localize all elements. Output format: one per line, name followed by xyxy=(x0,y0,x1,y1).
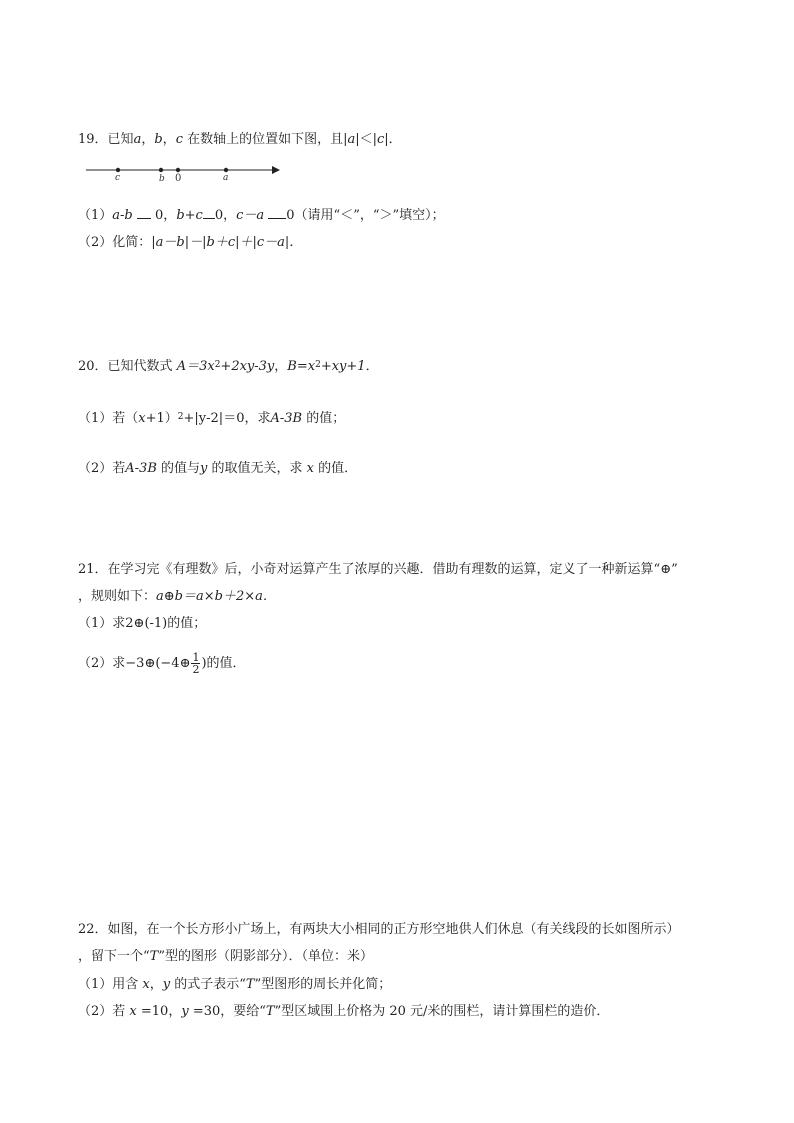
q22-stem-line1: 22．如图，在一个长方形小广场上，有两块大小相同的正方形空地供人们休息（有关线段的长如图所示） xyxy=(78,922,680,937)
q19-number: 19 xyxy=(78,132,95,147)
q22-part1: （1）用含 x，y 的式子表示“T”型图形的周长并化简； xyxy=(78,977,392,992)
q21-stem-line1: 21．在学习完《有理数》后，小奇对运算产生了浓厚的兴趣．借助有理数的运算，定义了一种新运算“⊕” xyxy=(78,562,678,577)
blank-3[interactable] xyxy=(268,206,286,219)
label-c: c xyxy=(115,173,121,183)
point-b xyxy=(159,168,163,172)
q21-part2: （2）求−3⊕(−4⊕ $\frac{1}{2}$ )的值． xyxy=(78,651,246,676)
fraction-one-half: $\frac{1}{2}$ xyxy=(192,651,200,676)
q22-stem-line2: ，留下一个“T”型的图形（阴影部分）．（单位：米） xyxy=(78,949,373,964)
q22-number: 22 xyxy=(78,922,95,937)
q20-part2: （2）若A-3B 的值与y 的取值无关，求 x 的值． xyxy=(78,461,358,476)
q19-number-line xyxy=(82,160,292,184)
point-zero xyxy=(176,168,180,172)
q19-part1: （1）a-b 0，b+c 0，c－a 0（请用“＜”，“＞”填空）； xyxy=(78,208,445,223)
q20-stem: 20．已知代数式 $A=3x^2+2xy-3y$，$B=x^2+xy+1$． xyxy=(78,359,379,374)
blank-2[interactable] xyxy=(203,206,215,219)
q21-part1: （1）求2⊕(-1)的值； xyxy=(78,616,207,631)
q21-stem-line2: ，规则如下：a⊕b＝a×b＋2×a． xyxy=(78,589,276,604)
q21-number: 21 xyxy=(78,562,95,577)
q22-part2: （2）若 x =10，y =30，要给“T”型区域围上价格为 20 元/米的围栏，请计算围栏的造价． xyxy=(78,1004,610,1019)
point-a xyxy=(224,168,228,172)
label-b: b xyxy=(159,174,165,184)
blank-1[interactable] xyxy=(137,206,151,219)
q19-stem: 19．已知a，b，c 在数轴上的位置如下图，且|a|＜|c|． xyxy=(78,132,402,147)
label-a: a xyxy=(223,173,229,183)
q20-number: 20 xyxy=(78,359,95,374)
number-line-arrow-icon xyxy=(272,166,280,174)
point-c xyxy=(116,168,120,172)
q20-part1: （1）若$(x+1)^2+|y-2|=0$，求A-3B 的值； xyxy=(78,411,346,426)
q19-part2: （2）化简：|a－b|－|b＋c|＋|c－a|． xyxy=(78,235,303,250)
label-zero: 0 xyxy=(175,173,182,184)
